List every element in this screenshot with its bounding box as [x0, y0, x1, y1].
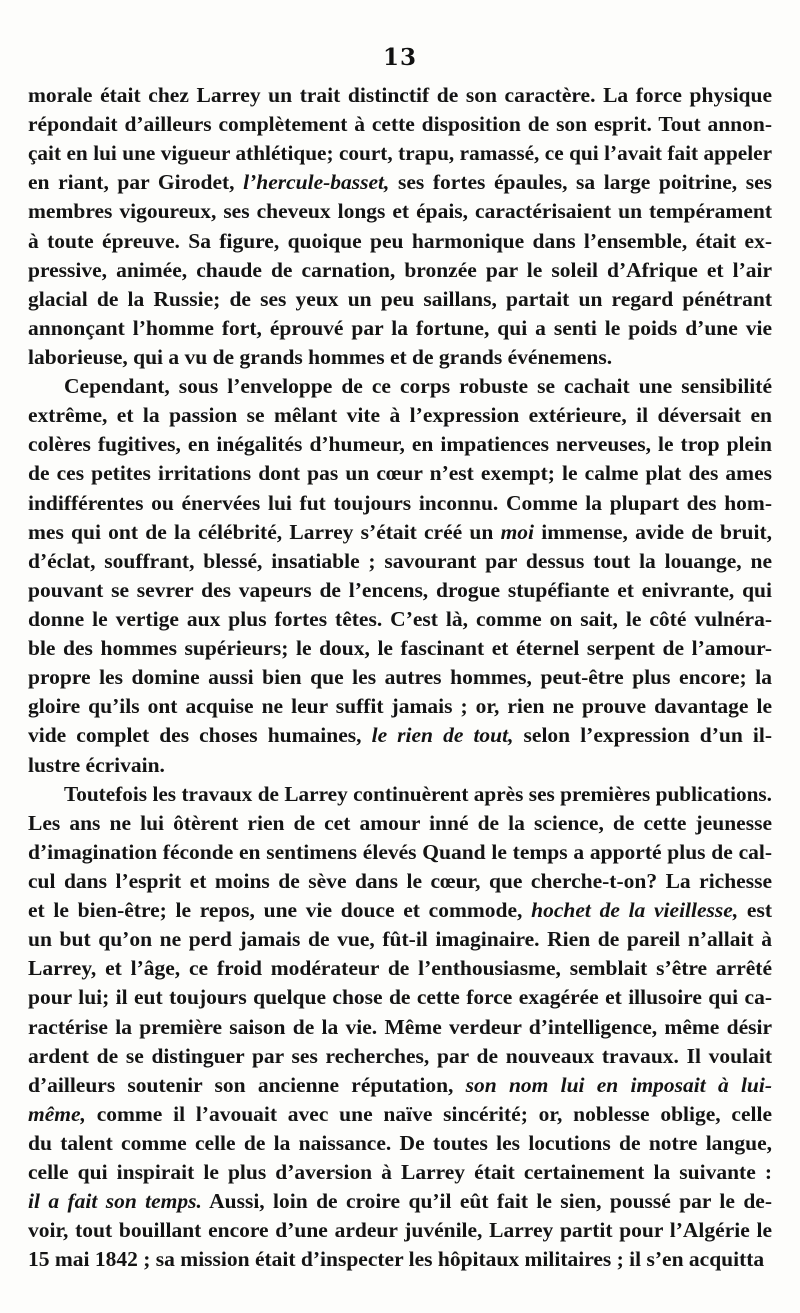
text-run: et le bien-être; le repos, une vie douce et commode,	[28, 898, 532, 923]
italic-phrase: l’hercule-basset,	[243, 170, 390, 195]
text-line	[28, 838, 772, 867]
text-line	[28, 547, 772, 576]
text-run: pouvant se sevrer des vapeurs de l’encens, drogue stupéfiante et enivrante, qui	[28, 577, 772, 602]
text-line	[28, 867, 772, 896]
text-line	[28, 605, 772, 634]
text-line	[28, 430, 772, 459]
italic-phrase: même,	[28, 1101, 86, 1126]
text-run: çait en lui une vigueur athlétique; court, trapu, ramassé, ce qui l’avait fait appeler	[28, 141, 772, 166]
text-run: laborieuse, qui a vu de grands hommes et de grands événemens.	[28, 344, 613, 369]
text-line	[28, 1129, 772, 1158]
text-line	[28, 1013, 772, 1042]
italic-phrase: son nom lui en imposait à lui-	[465, 1072, 773, 1097]
text-line	[28, 721, 772, 750]
text-run: indifférentes ou énervées lui fut toujours inconnu. Comme la plupart des hom-	[28, 490, 772, 515]
text-run: extrême, et la passion se mêlant vite à l’expression extérieure, il déversait en	[28, 403, 772, 428]
text-run: gloire qu’ils ont acquise ne leur suffit jamais ; or, rien ne prouve davantage le	[28, 694, 772, 719]
text-run: mes qui ont de la célébrité, Larrey s’était créé un	[28, 519, 501, 544]
text-line	[28, 634, 772, 663]
text-run: du talent comme celle de la naissance. De toutes les locutions de notre langue,	[28, 1130, 772, 1155]
text-run: donne le vertige aux plus fortes têtes. C’est là, comme on sait, le côté vulnéra-	[28, 606, 772, 631]
text-line	[28, 1158, 772, 1187]
text-line	[28, 576, 772, 605]
text-line	[28, 1187, 772, 1216]
text-line	[28, 1042, 772, 1071]
text-run: celle qui inspirait le plus d’aversion à Larrey était certainement la suivante :	[28, 1160, 772, 1185]
text-run: d’ailleurs soutenir son ancienne réputation,	[28, 1072, 466, 1097]
text-run: de ces petites irritations dont pas un cœur n’est exempt; le calme plat des ames	[28, 461, 772, 486]
text-line	[28, 285, 772, 314]
text-line	[28, 489, 772, 518]
text-run: morale était chez Larrey un trait distinctif de son caractère. La force physique	[28, 83, 772, 107]
text-run: comme il l’avouait avec une naïve sincérité; or, noblesse oblige, celle	[85, 1101, 772, 1126]
text-run: selon l’expression d’un il-	[513, 723, 772, 748]
text-line	[28, 663, 772, 692]
text-run: ble des hommes supérieurs; le doux, le fascinant et éternel serpent de l’amour-	[28, 636, 772, 661]
text-line	[28, 1071, 772, 1100]
text-run: répondait d’ailleurs complètement à cette disposition de son esprit. Tout annon-	[28, 112, 772, 137]
text-line	[28, 314, 772, 343]
text-run: d’imagination féconde en sentimens élevés Quand le temps a apporté plus de cal-	[28, 839, 772, 864]
text-run: propre les domine aussi bien que les autres hommes, peut-être plus encore; la	[28, 665, 772, 690]
text-run: immense, avide de bruit,	[534, 519, 772, 544]
text-run: à toute épreuve. Sa figure, quoique peu harmonique dans l’ensemble, était ex-	[28, 228, 772, 253]
text-line	[28, 372, 772, 401]
text-run: annonçant l’homme fort, éprouvé par la fortune, qui a senti le poids d’une vie	[28, 315, 772, 340]
text-line	[28, 896, 772, 925]
text-line	[28, 110, 772, 139]
italic-phrase: hochet de la vieillesse,	[531, 898, 739, 923]
text-run: voir, tout bouillant encore d’une ardeur juvénile, Larrey partit pour l’Algérie le	[28, 1218, 772, 1243]
text-run: 15 mai 1842 ; sa mission était d’inspecter les hôpitaux militaires ; il s’en acquitta	[28, 1247, 765, 1272]
text-line	[28, 139, 772, 168]
italic-phrase: le rien de tout,	[371, 723, 514, 748]
text-run: membres vigoureux, ses cheveux longs et épais, caractérisaient un tempérament	[28, 199, 772, 224]
text-run: pour lui; il eut toujours quelque chose de cette force exagérée et illusoire qui ca-	[28, 985, 772, 1010]
text-line	[28, 1245, 772, 1274]
text-line	[28, 343, 772, 372]
text-run: d’éclat, souffrant, blessé, insatiable ; savourant par dessus tout la louange, ne	[28, 548, 772, 573]
text-run: cul dans l’esprit et moins de sève dans le cœur, que cherche-t-on? La richesse	[28, 868, 772, 893]
text-run: en riant, par Girodet,	[28, 170, 244, 195]
text-run: Cependant, sous l’enveloppe de ce corps robuste se cachait une sensibilité	[64, 374, 772, 399]
text-line	[28, 1216, 772, 1245]
text-line	[28, 227, 772, 256]
italic-phrase: il a fait son temps.	[28, 1189, 202, 1214]
text-line	[28, 809, 772, 838]
text-run: Toutefois les travaux de Larrey continuèrent après ses premières publications.	[64, 781, 772, 806]
text-line	[28, 401, 772, 430]
text-run: Les ans ne lui ôtèrent rien de cet amour inné de la science, de cette jeunesse	[28, 810, 772, 835]
text-run: lustre écrivain.	[28, 752, 165, 777]
text-line	[28, 459, 772, 488]
text-line	[28, 168, 772, 197]
text-line	[28, 983, 772, 1012]
text-line	[28, 925, 772, 954]
text-line	[28, 954, 772, 983]
text-line	[28, 1100, 772, 1129]
italic-phrase: moi	[500, 519, 535, 544]
text-line	[28, 81, 772, 110]
text-run: ractérise la première saison de la vie. Même verdeur d’intelligence, même désir	[28, 1014, 772, 1039]
text-line	[28, 751, 772, 780]
text-run: pressive, animée, chaude de carnation, bronzée par le soleil d’Afrique et l’air	[28, 257, 772, 282]
text-run: Larrey, et l’âge, ce froid modérateur de l’enthousiasme, semblait s’être arrêté	[28, 956, 772, 981]
text-run: un but qu’on ne perd jamais de vue, fût-il imaginaire. Rien de pareil n’allait à	[28, 927, 772, 952]
text-run: ses fortes épaules, sa large poitrine, ses	[389, 170, 772, 195]
text-run: Aussi, loin de croire qu’il eût fait le sien, poussé par le de-	[201, 1189, 772, 1214]
text-line	[28, 256, 772, 285]
body-text	[28, 81, 772, 1274]
text-run: colères fugitives, en inégalités d’humeur, en impatiences nerveuses, le trop plein	[28, 432, 772, 457]
text-line	[28, 197, 772, 226]
text-line	[28, 518, 772, 547]
text-run: vide complet des choses humaines,	[28, 723, 372, 748]
text-line	[28, 780, 772, 809]
text-run: glacial de la Russie; de ses yeux un peu saillans, partait un regard pénétrant	[28, 286, 772, 311]
page-number: 13	[382, 44, 417, 71]
text-line	[28, 692, 772, 721]
text-run: est	[738, 898, 772, 923]
text-run: ardent de se distinguer par ses recherches, par de nouveaux travaux. Il voulait	[28, 1043, 772, 1068]
